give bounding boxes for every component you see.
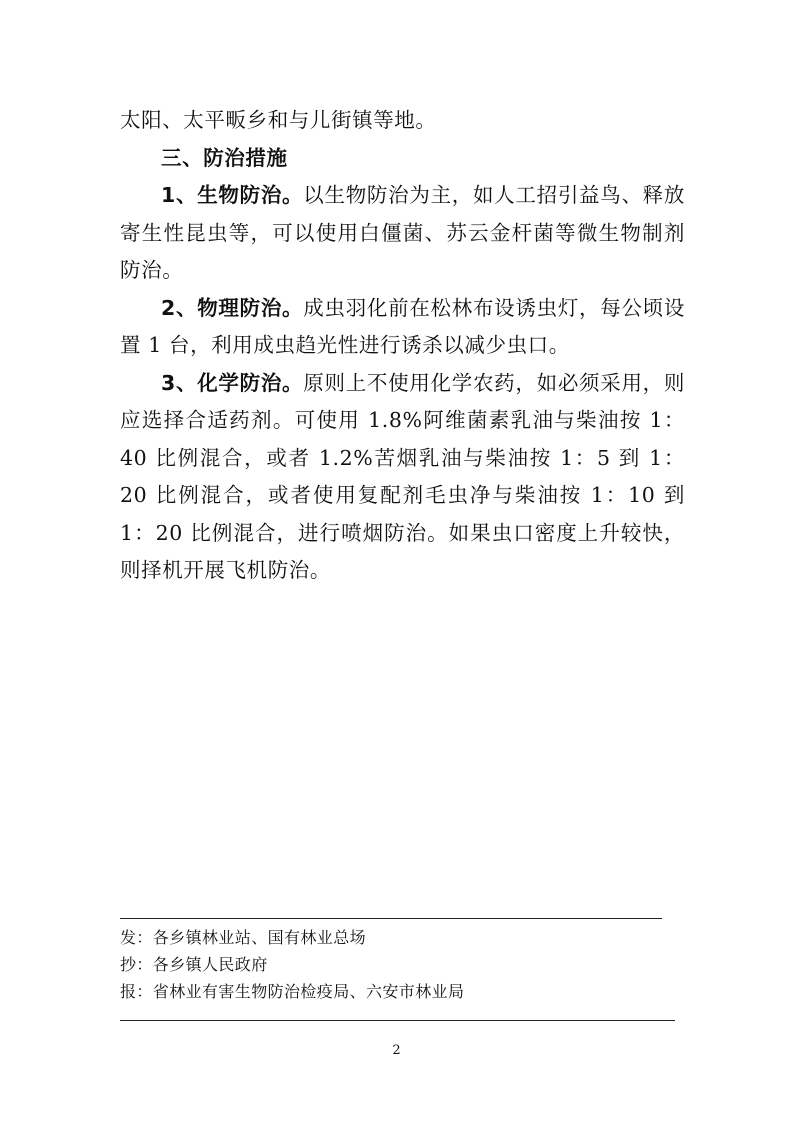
document-body [120, 102, 685, 590]
measure-lead-chemical: 3、化学防治。 [161, 370, 304, 395]
page-number: 2 [392, 1043, 401, 1058]
measure-text-chemical: 原则上不使用化学农药，如必须采用，则应选择合适药剂。可使用 1.8%阿维菌素乳油与柴油按 1：40 比例混合，或者 1.2%苦烟乳油与柴油按 1：5 到 1：20 比例混合，或者使用复配剂毛虫净与柴油按 1：10 到 1：20 比例混合，进行喷烟防治。如果虫口密度上升较快，则择机开展飞机防治。 [120, 370, 685, 582]
measure-lead-biological: 1、生物防治。 [161, 183, 304, 207]
section-heading: 三、防治措施 [161, 145, 288, 170]
distribution-list [120, 924, 680, 1005]
measure-text-physical: 成虫羽化前在松林布设诱虫灯，每公顷设置 1 台，利用成虫趋光性进行诱杀以减少虫口。 [120, 295, 685, 357]
measure-paragraph-biological [120, 177, 685, 290]
measure-paragraph-chemical [120, 365, 685, 590]
distribution-bottom-rule [120, 1020, 675, 1021]
distribution-copy-to: 抄：各乡镇人民政府 [120, 955, 268, 974]
distribution-top-rule [120, 918, 662, 919]
measure-paragraph-physical [120, 290, 685, 365]
distribution-send-to: 发：各乡镇林业站、国有林业总场 [120, 928, 367, 947]
distribution-report-to: 报：省林业有害生物防治检疫局、六安市林业局 [120, 982, 465, 1001]
measure-lead-physical: 2、物理防治。 [161, 295, 304, 320]
measure-text-biological: 以生物防治为主，如人工招引益鸟、释放寄生性昆虫等，可以使用白僵菌、苏云金杆菌等微生物制剂防治。 [120, 183, 685, 282]
continuation-paragraph: 太阳、太平畈乡和与儿街镇等地。 [120, 108, 437, 132]
